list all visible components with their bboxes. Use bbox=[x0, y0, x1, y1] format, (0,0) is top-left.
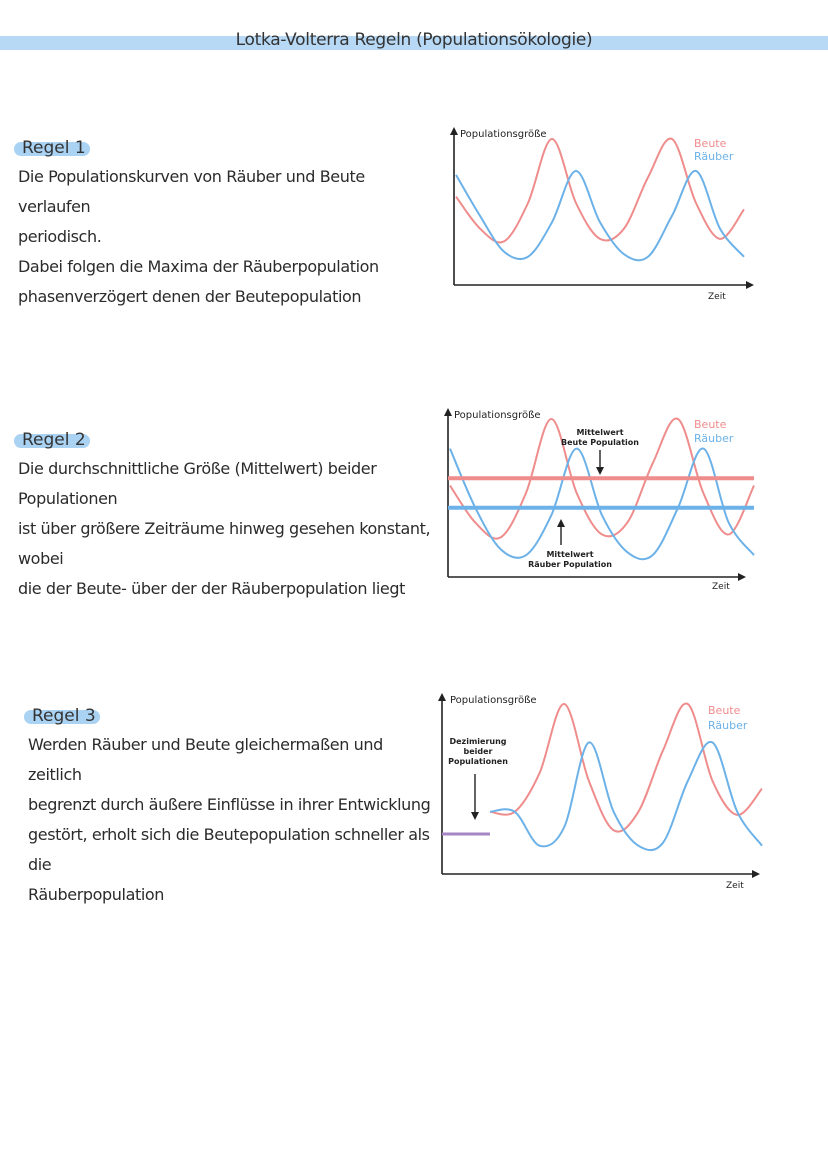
chart-2-legend-prey: Beute bbox=[694, 418, 727, 431]
chart-2-x-arrow bbox=[738, 573, 746, 581]
chart-1-y-arrow bbox=[450, 127, 458, 135]
chart-1-series-predator bbox=[456, 171, 744, 260]
rule-3-line-1: Werden Räuber und Beute gleichermaßen und zeitlich bbox=[28, 735, 383, 784]
chart-2-annotation-prey-mean-2: Beute Population bbox=[561, 438, 639, 447]
chart-3-annotation-3: Populationen bbox=[448, 757, 508, 766]
rule-1-line-4: phasenverzögert denen der Beutepopulation bbox=[18, 287, 362, 306]
rule-3-line-2: begrenzt durch äußere Einflüsse in ihrer Entwicklung bbox=[28, 795, 431, 814]
chart-1 bbox=[442, 125, 762, 305]
chart-2-annotation-predator-mean: Mittelwert bbox=[546, 550, 594, 559]
page-title: Lotka-Volterra Regeln (Populationsökologie) bbox=[235, 30, 593, 50]
chart-1-legend-predator: Räuber bbox=[694, 150, 734, 163]
rule-3-line-3: gestört, erholt sich die Beutepopulation schneller als die bbox=[28, 825, 430, 874]
chart-2-ylabel: Populationsgröße bbox=[454, 410, 541, 421]
chart-3-annotation: Dezimierung bbox=[449, 737, 507, 746]
chart-2-xlabel: Zeit bbox=[712, 582, 730, 592]
chart-3-arrowhead bbox=[471, 812, 479, 820]
chart-3-ylabel: Populationsgröße bbox=[450, 695, 537, 706]
chart-2-arrowhead-prey-mean bbox=[596, 467, 604, 475]
chart-2-y-arrow bbox=[444, 408, 452, 416]
rule-1-line-3: Dabei folgen die Maxima der Räuberpopulation bbox=[18, 257, 379, 276]
chart-3-y-arrow bbox=[438, 693, 446, 701]
chart-1-legend-prey: Beute bbox=[694, 137, 727, 150]
chart-2-arrowhead-predator-mean bbox=[557, 519, 565, 527]
chart-3-series-predator bbox=[490, 742, 762, 850]
chart-2-legend-predator: Räuber bbox=[694, 432, 734, 445]
chart-3-annotation-2: beider bbox=[463, 747, 493, 756]
rule-2-line-3: die der Beute- über der der Räuberpopulation liegt bbox=[18, 579, 405, 598]
chart-2-annotation-predator-mean-2: Räuber Population bbox=[528, 560, 612, 569]
chart-1-ylabel: Populationsgröße bbox=[460, 129, 547, 140]
chart-3-xlabel: Zeit bbox=[726, 881, 744, 891]
rule-1-line-2: periodisch. bbox=[18, 227, 102, 246]
rule-3-line-4: Räuberpopulation bbox=[28, 885, 165, 904]
rule-2-section bbox=[18, 430, 443, 604]
rule-1-line-1: Die Populationskurven von Räuber und Beute verlaufen bbox=[18, 167, 365, 216]
rule-1-label: Regel 1 bbox=[18, 138, 90, 158]
chart-2-annotation-prey-mean: Mittelwert bbox=[576, 428, 624, 437]
chart-1-xlabel: Zeit bbox=[708, 292, 726, 302]
rule-1-section bbox=[18, 138, 438, 312]
rule-3-section bbox=[28, 706, 438, 910]
chart-3 bbox=[430, 690, 766, 895]
chart-3-legend-predator: Räuber bbox=[708, 719, 748, 732]
rule-2-line-2: ist über größere Zeiträume hinweg gesehen konstant, wobei bbox=[18, 519, 431, 568]
chart-1-x-arrow bbox=[746, 281, 754, 289]
rule-2-label: Regel 2 bbox=[18, 430, 90, 450]
rule-3-label: Regel 3 bbox=[28, 706, 100, 726]
chart-3-legend-prey: Beute bbox=[708, 704, 741, 717]
rule-2-line-1: Die durchschnittliche Größe (Mittelwert) beider Populationen bbox=[18, 459, 377, 508]
chart-3-x-arrow bbox=[752, 870, 760, 878]
chart-2 bbox=[436, 405, 762, 595]
